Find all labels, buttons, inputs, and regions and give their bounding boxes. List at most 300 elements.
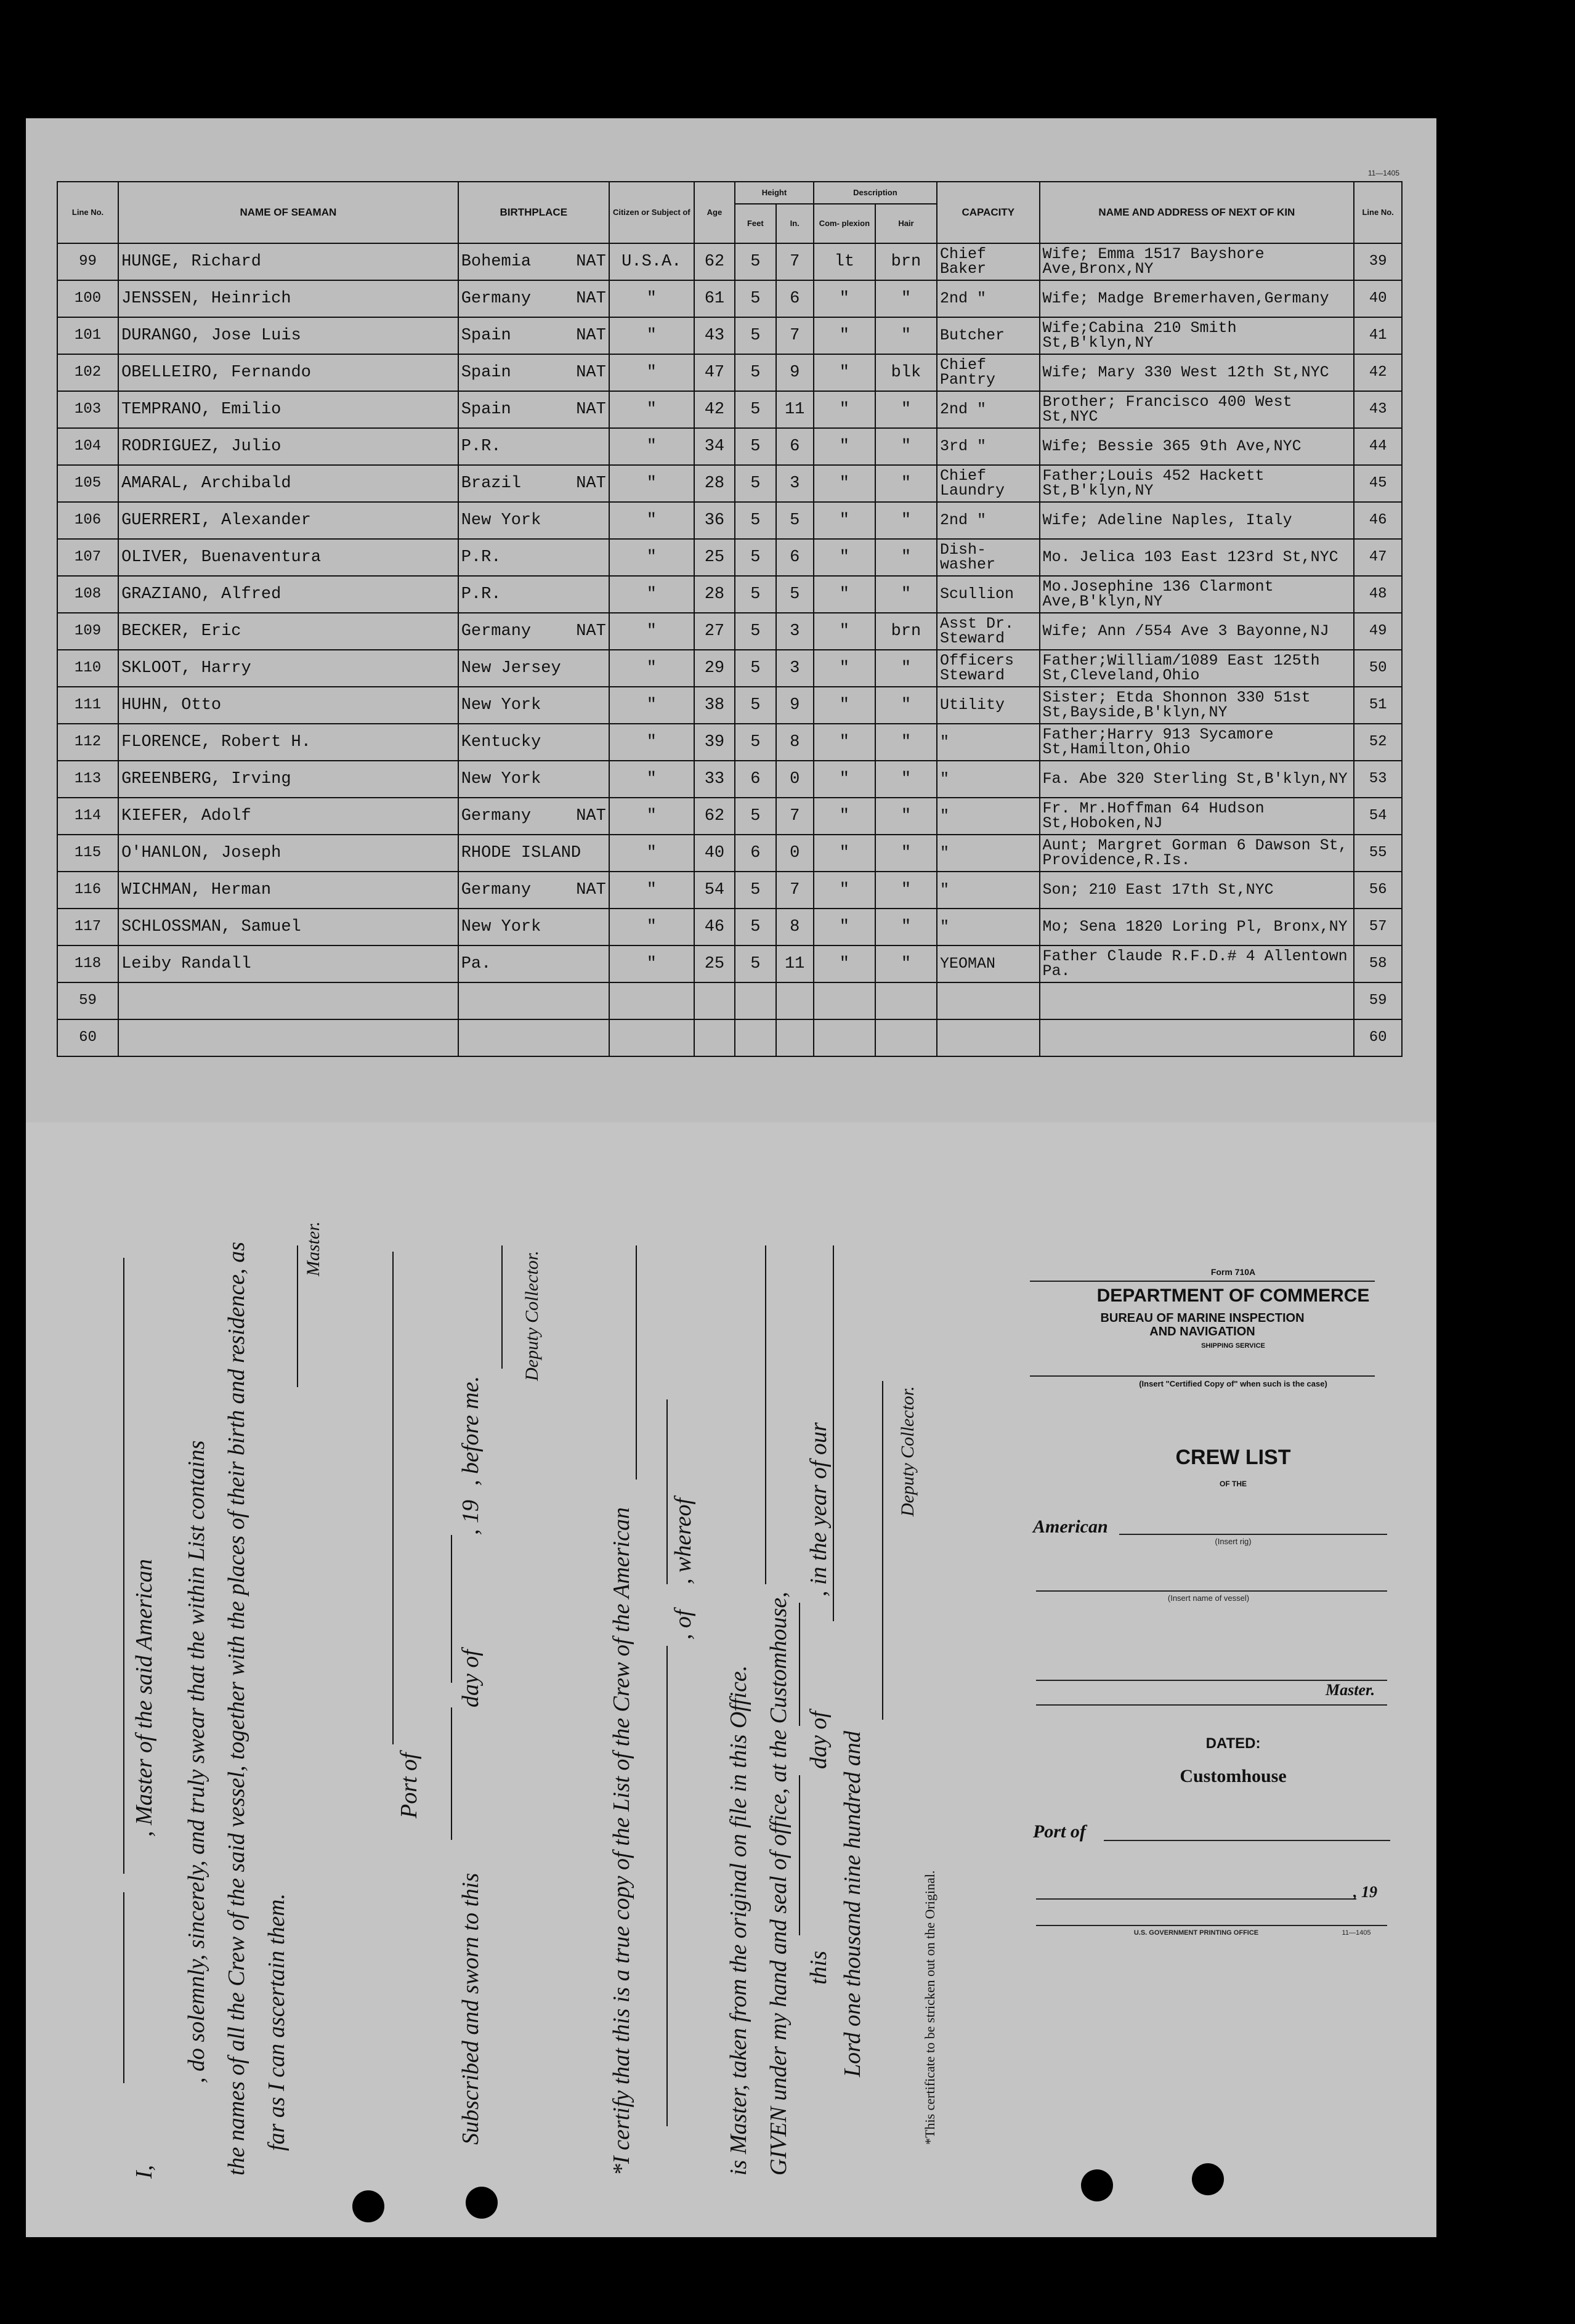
complexion-cell — [814, 982, 875, 1019]
citizen-of-cell: " — [609, 576, 694, 613]
height-feet-cell: 5 — [735, 243, 775, 280]
seaman-name-cell: WICHMAN, Herman — [118, 872, 458, 909]
height-inches-cell: 7 — [776, 243, 814, 280]
crew-row — [57, 613, 1402, 650]
insert-rig-note: (Insert rig) — [1215, 1537, 1252, 1546]
line-number-cell: 99 — [57, 243, 118, 280]
hair-cell: " — [875, 317, 937, 354]
complexion-cell: " — [814, 872, 875, 909]
certified-copy-line — [1030, 1375, 1375, 1377]
height-inches-cell: 7 — [776, 872, 814, 909]
line-number-right-cell: 41 — [1354, 317, 1402, 354]
height-inches-cell — [776, 982, 814, 1019]
birthplace-cell — [458, 391, 609, 428]
complexion-cell: " — [814, 317, 875, 354]
certificate-this-line — [799, 1775, 800, 1935]
dated-label: DATED: — [1205, 1735, 1261, 1752]
affidavit-port-of: Port of — [396, 1752, 422, 1818]
affidavit-nineteen: , 19 — [458, 1500, 484, 1535]
next-of-kin-cell: Wife; Ann /554 Ave 3 Bayonne,NJ — [1040, 613, 1354, 650]
line-number-right-cell: 58 — [1354, 945, 1402, 982]
citizen-of-cell: " — [609, 724, 694, 761]
line-number-right-cell: 52 — [1354, 724, 1402, 761]
hair-cell: blk — [875, 354, 937, 391]
seaman-name-cell: TEMPRANO, Emilio — [118, 391, 458, 428]
capacity-cell: Asst Dr. Steward — [937, 613, 1040, 650]
line-number-right-cell: 47 — [1354, 539, 1402, 576]
line-number-right-cell: 57 — [1354, 909, 1402, 945]
next-of-kin-cell: Mo. Jelica 103 East 123rd St,NYC — [1040, 539, 1354, 576]
next-of-kin-cell: Fa. Abe 320 Sterling St,B'klyn,NY — [1040, 761, 1354, 798]
height-inches-cell: 9 — [776, 354, 814, 391]
naturalized-mark: NAT — [576, 363, 606, 382]
capacity-cell: Scullion — [937, 576, 1040, 613]
seaman-name-cell: JENSSEN, Heinrich — [118, 280, 458, 317]
line-number-right-cell: 56 — [1354, 872, 1402, 909]
age-cell: 34 — [694, 428, 735, 465]
crew-list-title: CREW LIST — [1175, 1446, 1291, 1469]
hair-cell: " — [875, 465, 937, 502]
certificate-line-4: GIVEN under my hand and seal of office, at the Customhouse, — [766, 1592, 792, 2176]
seaman-name-cell: BECKER, Eric — [118, 613, 458, 650]
complexion-cell: " — [814, 650, 875, 687]
citizen-of-cell: " — [609, 354, 694, 391]
form-port-of-label: Port of — [1033, 1821, 1086, 1842]
header-birthplace: BIRTHPLACE — [458, 182, 609, 243]
affidavit-master-of: , Master of the said American — [131, 1558, 157, 1837]
form-master-label: Master. — [1326, 1681, 1375, 1699]
birthplace-cell — [458, 909, 609, 945]
birthplace-cell — [458, 945, 609, 982]
american-label: American — [1033, 1516, 1108, 1537]
subscribed-day-line — [451, 1707, 452, 1840]
hair-cell: " — [875, 502, 937, 539]
form-number: Form 710A — [1210, 1267, 1256, 1277]
height-feet-cell: 5 — [735, 909, 775, 945]
complexion-cell: lt — [814, 243, 875, 280]
naturalized-mark: NAT — [576, 400, 606, 419]
certificate-of: , of — [670, 1609, 696, 1640]
next-of-kin-cell: Wife; Bessie 365 9th Ave,NYC — [1040, 428, 1354, 465]
complexion-cell: " — [814, 354, 875, 391]
hair-cell: brn — [875, 243, 937, 280]
complexion-cell: " — [814, 798, 875, 835]
naturalized-mark: NAT — [576, 326, 606, 345]
line-number-right-cell: 44 — [1354, 428, 1402, 465]
line-number-right-cell: 54 — [1354, 798, 1402, 835]
seaman-name-cell: GRAZIANO, Alfred — [118, 576, 458, 613]
form-710a-block — [1030, 1267, 1436, 2222]
header-name: NAME OF SEAMAN — [118, 182, 458, 243]
line-number-cell: 101 — [57, 317, 118, 354]
line-number-right-cell: 49 — [1354, 613, 1402, 650]
crew-row — [57, 798, 1402, 835]
height-feet-cell: 5 — [735, 872, 775, 909]
birthplace-cell — [458, 502, 609, 539]
seaman-name-cell — [118, 1019, 458, 1056]
age-cell: 42 — [694, 391, 735, 428]
birthplace-text: Pa. — [461, 954, 492, 973]
hair-cell: " — [875, 428, 937, 465]
line-number-right-cell: 46 — [1354, 502, 1402, 539]
citizen-of-cell: " — [609, 391, 694, 428]
age-cell: 54 — [694, 872, 735, 909]
crew-row — [57, 539, 1402, 576]
age-cell — [694, 1019, 735, 1056]
affidavit-blank-line-2 — [123, 1892, 124, 2083]
hair-cell: " — [875, 872, 937, 909]
naturalized-mark: NAT — [576, 252, 606, 271]
next-of-kin-cell: Father;William/1089 East 125th St,Cleveland,Ohio — [1040, 650, 1354, 687]
height-inches-cell: 6 — [776, 539, 814, 576]
seaman-name-cell: HUNGE, Richard — [118, 243, 458, 280]
line-number-cell: 117 — [57, 909, 118, 945]
height-feet-cell: 5 — [735, 576, 775, 613]
citizen-of-cell — [609, 1019, 694, 1056]
age-cell: 46 — [694, 909, 735, 945]
form-nineteen: , 19 — [1353, 1883, 1377, 1901]
height-feet-cell: 5 — [735, 798, 775, 835]
birthplace-text: Spain — [461, 400, 511, 419]
birthplace-text: New York — [461, 769, 541, 788]
deputy-signature-line-1 — [501, 1245, 503, 1369]
line-number-cell: 100 — [57, 280, 118, 317]
birthplace-cell — [458, 613, 609, 650]
line-number-cell: 107 — [57, 539, 118, 576]
crew-table — [57, 181, 1403, 1057]
crew-row — [57, 317, 1402, 354]
certificate-line-6: Lord one thousand nine hundred and — [840, 1731, 865, 2077]
birthplace-text: Brazil — [461, 474, 521, 493]
affidavit-deputy-collector: Deputy Collector. — [522, 1250, 542, 1381]
header-description: Description — [814, 182, 937, 204]
complexion-cell: " — [814, 465, 875, 502]
capacity-cell: 2nd " — [937, 391, 1040, 428]
header-capacity: CAPACITY — [937, 182, 1040, 243]
line-number-right-cell: 43 — [1354, 391, 1402, 428]
height-feet-cell: 5 — [735, 465, 775, 502]
line-number-cell: 111 — [57, 687, 118, 724]
crew-row — [57, 872, 1402, 909]
age-cell: 25 — [694, 539, 735, 576]
header-inches: In. — [776, 204, 814, 243]
height-inches-cell: 9 — [776, 687, 814, 724]
birthplace-cell — [458, 428, 609, 465]
capacity-cell: Utility — [937, 687, 1040, 724]
deputy-signature-line-2 — [882, 1381, 883, 1720]
header-line-no-right: Line No. — [1354, 182, 1402, 243]
certificate-line-3: is Master, taken from the original on file in this Office. — [726, 1665, 751, 2176]
capacity-cell: " — [937, 798, 1040, 835]
height-inches-cell: 11 — [776, 391, 814, 428]
citizen-of-cell: " — [609, 428, 694, 465]
certificate-line-1: *I certify that this is a true copy of the List of the Crew of the American — [609, 1507, 634, 2176]
complexion-cell: " — [814, 761, 875, 798]
vessel-name-line — [1036, 1590, 1387, 1592]
header-hair: Hair — [875, 204, 937, 243]
capacity-cell: 3rd " — [937, 428, 1040, 465]
complexion-cell: " — [814, 687, 875, 724]
seaman-name-cell: SCHLOSSMAN, Samuel — [118, 909, 458, 945]
age-cell: 43 — [694, 317, 735, 354]
hair-cell: " — [875, 945, 937, 982]
affidavit-solemnly: , do solemnly, sincerely, and truly swear that the within List contains — [184, 1440, 209, 2083]
birthplace-cell — [458, 576, 609, 613]
citizen-of-cell: " — [609, 761, 694, 798]
hair-cell — [875, 982, 937, 1019]
line-number-cell: 115 — [57, 835, 118, 872]
affidavit-before-me: , before me. — [458, 1376, 484, 1486]
crew-row — [57, 243, 1402, 280]
complexion-cell: " — [814, 391, 875, 428]
age-cell: 47 — [694, 354, 735, 391]
birthplace-cell — [458, 354, 609, 391]
birthplace-text: Germany — [461, 621, 532, 641]
crew-row — [57, 835, 1402, 872]
bureau-title: BUREAU OF MARINE INSPECTION AND NAVIGATION — [1100, 1311, 1305, 1338]
line-number-right-cell: 55 — [1354, 835, 1402, 872]
complexion-cell: " — [814, 280, 875, 317]
next-of-kin-cell: Wife; Madge Bremerhaven,Germany — [1040, 280, 1354, 317]
citizen-of-cell: " — [609, 465, 694, 502]
age-cell: 38 — [694, 687, 735, 724]
line-number-cell: 102 — [57, 354, 118, 391]
seaman-name-cell — [118, 982, 458, 1019]
seaman-name-cell: OBELLEIRO, Fernando — [118, 354, 458, 391]
crew-row — [57, 465, 1402, 502]
of-the-label: OF THE — [1220, 1480, 1247, 1488]
height-feet-cell: 5 — [735, 724, 775, 761]
form-reference-bottom: 11—1405 — [1342, 1929, 1371, 1937]
line-number-cell: 108 — [57, 576, 118, 613]
crew-row — [57, 650, 1402, 687]
seaman-name-cell: SKLOOT, Harry — [118, 650, 458, 687]
affidavit-i: I, — [131, 2164, 157, 2179]
line-number-right-cell: 42 — [1354, 354, 1402, 391]
height-inches-cell: 3 — [776, 650, 814, 687]
complexion-cell: " — [814, 502, 875, 539]
certificate-whereof-line — [666, 1399, 668, 1584]
capacity-cell: " — [937, 761, 1040, 798]
crew-row — [57, 391, 1402, 428]
height-feet-cell: 6 — [735, 835, 775, 872]
form-port-line — [1104, 1840, 1390, 1841]
capacity-cell — [937, 1019, 1040, 1056]
form-date-line — [1036, 1898, 1356, 1900]
next-of-kin-cell: Wife; Emma 1517 Bayshore Ave,Bronx,NY — [1040, 243, 1354, 280]
citizen-of-cell: " — [609, 613, 694, 650]
citizen-of-cell — [609, 982, 694, 1019]
birthplace-cell — [458, 1019, 609, 1056]
capacity-cell: Chief Baker — [937, 243, 1040, 280]
certificate-vessel-line — [636, 1245, 637, 1480]
height-inches-cell: 7 — [776, 798, 814, 835]
height-feet-cell — [735, 982, 775, 1019]
age-cell: 28 — [694, 465, 735, 502]
next-of-kin-cell: Father;Louis 452 Hackett St,B'klyn,NY — [1040, 465, 1354, 502]
height-inches-cell: 3 — [776, 613, 814, 650]
birthplace-cell — [458, 243, 609, 280]
crew-row — [57, 576, 1402, 613]
next-of-kin-cell: Wife;Cabina 210 Smith St,B'klyn,NY — [1040, 317, 1354, 354]
capacity-cell: YEOMAN — [937, 945, 1040, 982]
port-of-line — [392, 1252, 394, 1744]
birthplace-text: P.R. — [461, 548, 501, 567]
line-number-right-cell: 53 — [1354, 761, 1402, 798]
hair-cell: " — [875, 687, 937, 724]
citizen-of-cell: " — [609, 798, 694, 835]
hair-cell: brn — [875, 613, 937, 650]
hair-cell: " — [875, 724, 937, 761]
punch-hole — [1192, 2163, 1224, 2195]
citizen-of-cell: " — [609, 502, 694, 539]
line-number-cell: 60 — [57, 1019, 118, 1056]
birthplace-text: New York — [461, 695, 541, 715]
complexion-cell: " — [814, 428, 875, 465]
complexion-cell: " — [814, 539, 875, 576]
citizen-of-cell: " — [609, 909, 694, 945]
next-of-kin-cell: Brother; Francisco 400 West St,NYC — [1040, 391, 1354, 428]
seaman-name-cell: AMARAL, Archibald — [118, 465, 458, 502]
birthplace-text: Spain — [461, 326, 511, 345]
birthplace-text: Germany — [461, 289, 532, 308]
header-age: Age — [694, 182, 735, 243]
birthplace-cell — [458, 835, 609, 872]
line-number-cell: 109 — [57, 613, 118, 650]
line-number-cell: 103 — [57, 391, 118, 428]
insert-certified-note: (Insert "Certified Copy of" when such is the case) — [1139, 1379, 1327, 1388]
birthplace-cell — [458, 317, 609, 354]
birthplace-text: New York — [461, 917, 541, 936]
height-inches-cell: 0 — [776, 761, 814, 798]
crew-row — [57, 502, 1402, 539]
affidavit-day-of: day of — [458, 1650, 484, 1707]
age-cell: 62 — [694, 243, 735, 280]
affidavit-master-label: Master. — [303, 1221, 323, 1276]
crew-row — [57, 724, 1402, 761]
birthplace-text: Germany — [461, 880, 532, 899]
capacity-cell: " — [937, 909, 1040, 945]
naturalized-mark: NAT — [576, 474, 606, 493]
certificate-customhouse-line — [765, 1245, 766, 1584]
shipping-service: SHIPPING SERVICE — [1201, 1342, 1265, 1350]
hair-cell: " — [875, 909, 937, 945]
header-next-of-kin: NAME AND ADDRESS OF NEXT OF KIN — [1040, 182, 1354, 243]
next-of-kin-cell — [1040, 1019, 1354, 1056]
seaman-name-cell: O'HANLON, Joseph — [118, 835, 458, 872]
height-feet-cell: 5 — [735, 280, 775, 317]
hair-cell: " — [875, 539, 937, 576]
crew-list-sheet — [26, 118, 1436, 2237]
next-of-kin-cell: Mo.Josephine 136 Clarmont Ave,B'klyn,NY — [1040, 576, 1354, 613]
age-cell: 62 — [694, 798, 735, 835]
hair-cell: " — [875, 391, 937, 428]
citizen-of-cell: " — [609, 280, 694, 317]
height-feet-cell: 5 — [735, 354, 775, 391]
age-cell: 33 — [694, 761, 735, 798]
age-cell: 27 — [694, 613, 735, 650]
next-of-kin-cell: Wife; Adeline Naples, Italy — [1040, 502, 1354, 539]
header-line-no: Line No. — [57, 182, 118, 243]
naturalized-mark: NAT — [576, 621, 606, 641]
hair-cell: " — [875, 761, 937, 798]
complexion-cell: " — [814, 835, 875, 872]
header-height: Height — [735, 182, 814, 204]
citizen-of-cell: U.S.A. — [609, 243, 694, 280]
certificate-footnote: *This certificate to be stricken out on the Original. — [922, 1870, 937, 2145]
birthplace-text: Bohemia — [461, 252, 532, 271]
line-number-cell: 114 — [57, 798, 118, 835]
height-feet-cell: 5 — [735, 502, 775, 539]
crew-row — [57, 687, 1402, 724]
age-cell: 39 — [694, 724, 735, 761]
age-cell: 29 — [694, 650, 735, 687]
birthplace-cell — [458, 280, 609, 317]
seaman-name-cell: Leiby Randall — [118, 945, 458, 982]
header-feet: Feet — [735, 204, 775, 243]
crew-row — [57, 982, 1402, 1019]
seaman-name-cell: OLIVER, Buenaventura — [118, 539, 458, 576]
crew-row — [57, 945, 1402, 982]
line-number-cell: 59 — [57, 982, 118, 1019]
capacity-cell: Dish-washer — [937, 539, 1040, 576]
line-number-cell: 113 — [57, 761, 118, 798]
certificate-year-line — [833, 1245, 834, 1621]
seaman-name-cell: KIEFER, Adolf — [118, 798, 458, 835]
birthplace-text: New York — [461, 511, 541, 530]
age-cell: 61 — [694, 280, 735, 317]
capacity-cell: 2nd " — [937, 502, 1040, 539]
certificate-whereof: , whereof — [670, 1497, 696, 1584]
seaman-name-cell: RODRIGUEZ, Julio — [118, 428, 458, 465]
citizen-of-cell: " — [609, 835, 694, 872]
header-complexion: Com- plexion — [814, 204, 875, 243]
citizen-of-cell: " — [609, 539, 694, 576]
certificate-month-line — [799, 1603, 800, 1726]
citizen-of-cell: " — [609, 650, 694, 687]
capacity-cell: 2nd " — [937, 280, 1040, 317]
capacity-cell: Chief Pantry — [937, 354, 1040, 391]
capacity-cell — [937, 982, 1040, 1019]
birthplace-text: P.R. — [461, 437, 501, 456]
affidavit-ascertain: far as I can ascertain them. — [264, 1893, 289, 2151]
birthplace-text: Germany — [461, 806, 532, 825]
punch-hole — [352, 2190, 384, 2222]
next-of-kin-cell: Aunt; Margret Gorman 6 Dawson St, Providence,R.Is. — [1040, 835, 1354, 872]
line-number-right-cell: 45 — [1354, 465, 1402, 502]
crew-row — [57, 761, 1402, 798]
birthplace-cell — [458, 982, 609, 1019]
height-inches-cell: 6 — [776, 428, 814, 465]
height-inches-cell: 0 — [776, 835, 814, 872]
line-number-cell: 104 — [57, 428, 118, 465]
subscribed-month-line — [451, 1535, 452, 1683]
next-of-kin-cell: Wife; Mary 330 West 12th St,NYC — [1040, 354, 1354, 391]
birthplace-cell — [458, 798, 609, 835]
line-number-cell: 118 — [57, 945, 118, 982]
seaman-name-cell: GUERRERI, Alexander — [118, 502, 458, 539]
next-of-kin-cell: Father Claude R.F.D.# 4 Allentown Pa. — [1040, 945, 1354, 982]
birthplace-text: Kentucky — [461, 732, 541, 751]
birthplace-text: New Jersey — [461, 658, 561, 678]
hair-cell: " — [875, 798, 937, 835]
capacity-cell: Officers Steward — [937, 650, 1040, 687]
department-title: DEPARTMENT OF COMMERCE — [1096, 1285, 1370, 1306]
complexion-cell: " — [814, 945, 875, 982]
next-of-kin-cell: Fr. Mr.Hoffman 64 Hudson St,Hoboken,NJ — [1040, 798, 1354, 835]
line-number-right-cell: 40 — [1354, 280, 1402, 317]
punch-hole — [1081, 2169, 1113, 2201]
